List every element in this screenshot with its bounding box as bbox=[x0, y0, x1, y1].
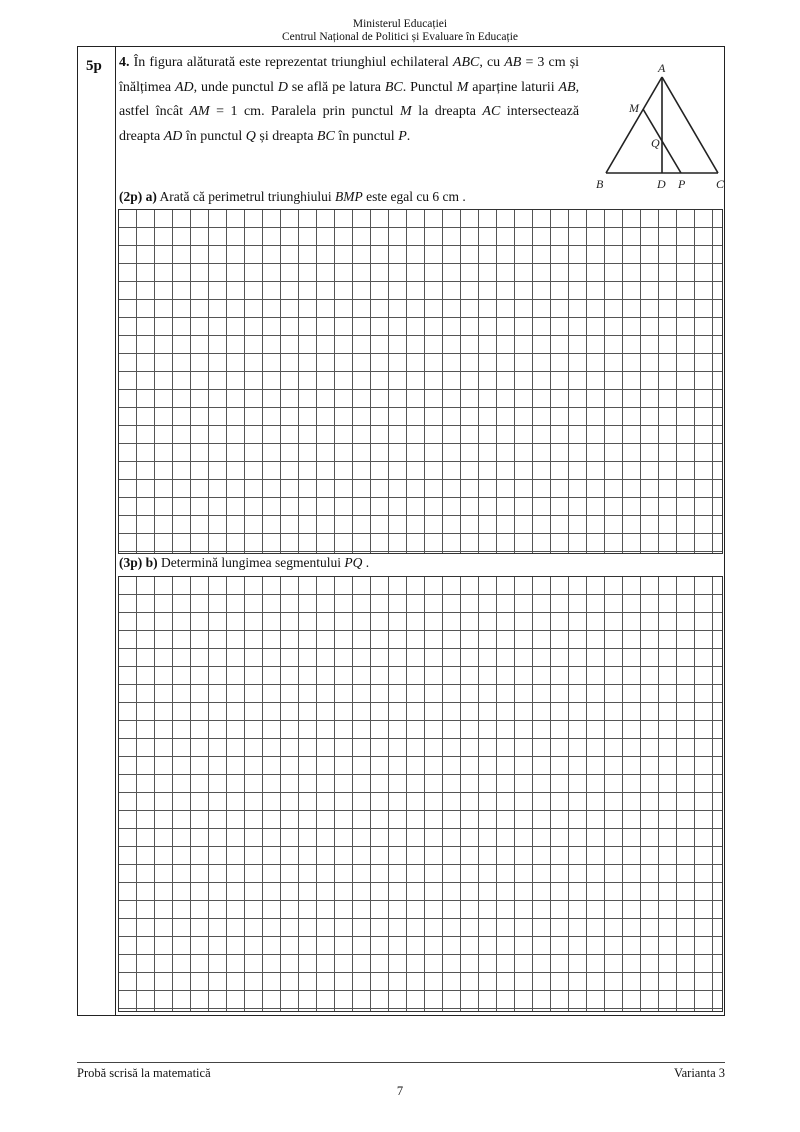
label-m: M bbox=[629, 101, 639, 115]
statement-text: aparține laturii bbox=[472, 79, 555, 95]
part-b-text: Determină lungimea segmentului bbox=[161, 555, 341, 570]
statement-text: intersectează dreapta bbox=[119, 104, 580, 144]
var-ad: AD bbox=[163, 128, 183, 144]
answer-grid-b[interactable] bbox=[118, 576, 723, 1012]
part-b-letter: b) bbox=[145, 555, 158, 570]
var-bc: BC bbox=[384, 79, 403, 95]
problem-content bbox=[116, 47, 724, 1015]
part-b-text2: . bbox=[365, 555, 370, 570]
header-center: Centrul Național de Politici și Evaluare în Educație bbox=[281, 31, 518, 43]
var-ad: AD bbox=[174, 79, 194, 95]
side-ab bbox=[606, 77, 662, 173]
label-a: A bbox=[658, 61, 666, 75]
answer-grid-a[interactable] bbox=[118, 209, 723, 554]
problem-number: 4. bbox=[119, 55, 130, 70]
footer-variant: Varianta 3 bbox=[673, 1066, 725, 1080]
label-b: B bbox=[596, 177, 604, 191]
statement-text: , astfel încât bbox=[119, 79, 580, 119]
statement-text: în punctul bbox=[338, 128, 395, 144]
statement-text: și dreapta bbox=[259, 128, 314, 144]
statement-text: și înălțimea bbox=[119, 55, 580, 95]
statement-text: , cu bbox=[479, 55, 501, 70]
label-q: Q bbox=[651, 136, 660, 150]
statement-text: , unde punctul bbox=[193, 79, 274, 95]
part-b-statement bbox=[119, 555, 369, 571]
part-b-var: PQ bbox=[344, 555, 363, 570]
var-am: AM bbox=[189, 104, 210, 119]
var-q: Q bbox=[245, 128, 256, 144]
var-d: D bbox=[277, 79, 288, 95]
footer-divider bbox=[77, 1062, 725, 1063]
header-ministry: Ministerul Educației bbox=[352, 18, 448, 30]
statement-text: În figura alăturată este reprezentat triunghiul echilateral bbox=[133, 55, 449, 70]
points-column bbox=[78, 47, 116, 1015]
page-number: 7 bbox=[396, 1084, 404, 1098]
var-ab: AB bbox=[558, 79, 576, 95]
side-ac bbox=[662, 77, 718, 173]
points-label: 5p bbox=[86, 58, 102, 74]
label-p: P bbox=[678, 177, 686, 191]
var-abc: ABC bbox=[452, 55, 480, 70]
statement-text: se află pe latura bbox=[291, 79, 382, 95]
statement-text: la dreapta bbox=[418, 104, 476, 119]
var-ac: AC bbox=[482, 104, 501, 119]
statement-text: . bbox=[406, 128, 411, 144]
page-header bbox=[0, 18, 800, 44]
statement-text: . Paralela prin punctul bbox=[261, 104, 394, 119]
part-a-letter: a) bbox=[145, 189, 157, 204]
part-a-points: (2p) bbox=[119, 189, 143, 204]
statement-text: = 1 cm bbox=[209, 104, 262, 119]
problem-frame bbox=[77, 46, 725, 1016]
label-d: D bbox=[657, 177, 666, 191]
statement-text: . Punctul bbox=[402, 79, 453, 95]
part-a-statement bbox=[119, 189, 466, 205]
part-b-points: (3p) bbox=[119, 555, 143, 570]
problem-statement bbox=[119, 51, 579, 149]
footer-exam-name: Probă scrisă la matematică bbox=[77, 1066, 211, 1080]
triangle-figure bbox=[592, 55, 727, 205]
part-a-text: Arată că perimetrul triunghiului bbox=[159, 189, 332, 204]
var-bc: BC bbox=[316, 128, 335, 144]
statement-text: = 3 cm bbox=[521, 55, 570, 70]
var-m: M bbox=[400, 104, 412, 119]
var-m: M bbox=[456, 79, 469, 95]
statement-text: în punctul bbox=[185, 128, 243, 144]
part-a-text2: este egal cu 6 cm . bbox=[366, 189, 466, 204]
label-c: C bbox=[716, 177, 725, 191]
var-ab: AB bbox=[504, 55, 522, 70]
var-p: P bbox=[398, 128, 407, 144]
part-a-var: BMP bbox=[334, 189, 363, 204]
